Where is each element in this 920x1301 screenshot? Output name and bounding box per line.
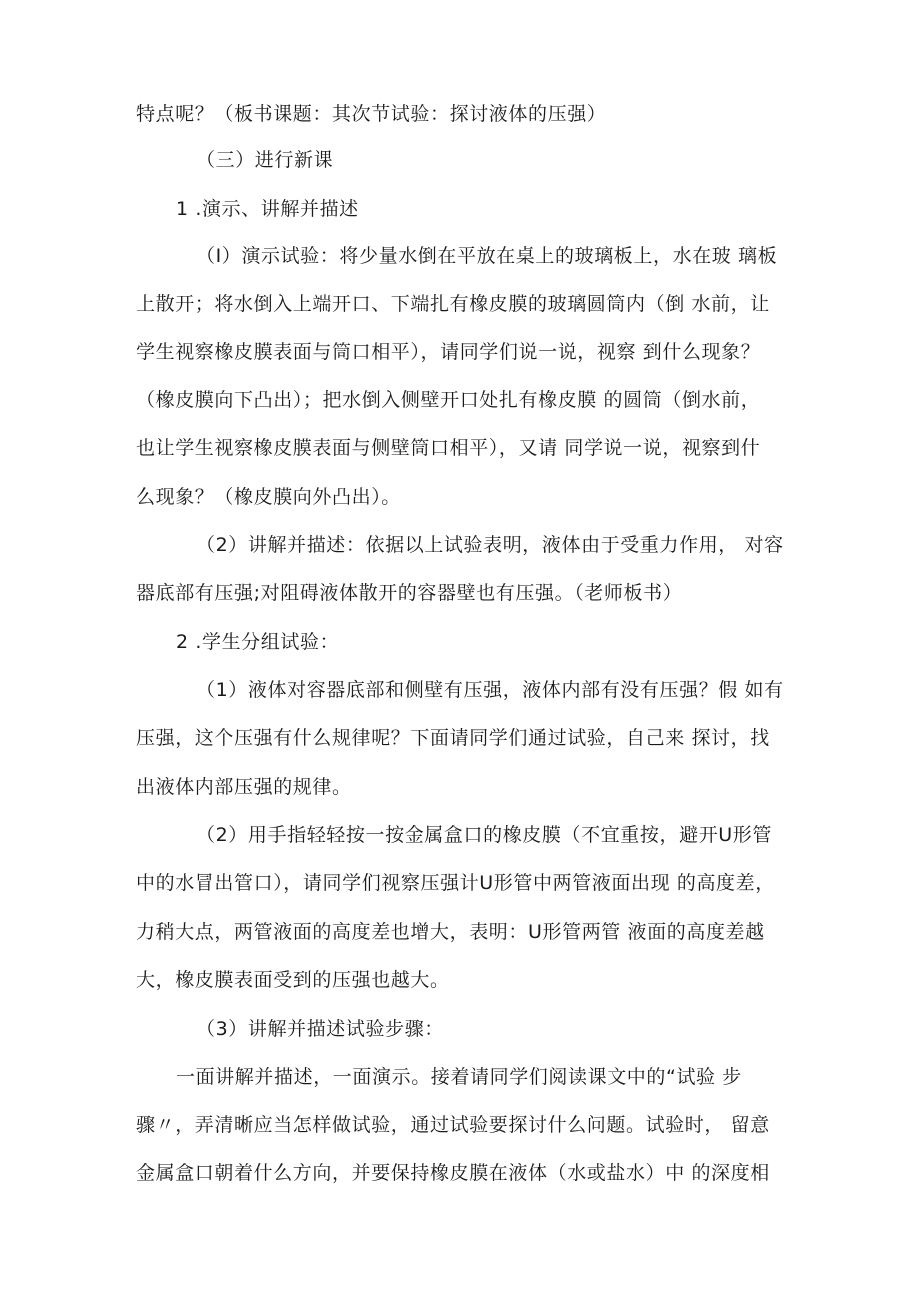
- text-line: （3）讲解并描述试验步骤：: [196, 1018, 444, 1040]
- text-line: 中的水冒出管口），请同学们视察压强计U形管中两管液面出现 的高度差，: [136, 872, 775, 894]
- text-line: 力稍大点，两管液面的高度差也增大，表明：U形管两管 液面的高度差越: [136, 921, 765, 943]
- text-line: 也让学生视察橡皮膜表面与侧壁筒口相平），又请 同学说一说，视察到什: [136, 437, 761, 459]
- text-line: 学生视察橡皮膜表面与筒口相平），请同学们说一说，视察 到什么现象？: [136, 341, 761, 363]
- text-line: （橡皮膜向下凸出）；把水倒入侧壁开口处扎有橡皮膜 的圆筒（倒水前，: [136, 389, 761, 411]
- text-line: 一面讲解并描述，一面演示。接着请同学们阅读课文中的“试验 步: [176, 1066, 742, 1088]
- text-line: 压强，这个压强有什么规律呢？下面请同学们通过试验，自己来 探讨，找: [136, 727, 770, 749]
- section-heading: （三）进行新课: [196, 149, 334, 171]
- text-line: 器底部有压强;对阻碍液体散开的容器壁也有压强。（老师板书）: [136, 582, 683, 604]
- text-line: 么现象？（橡皮膜向外凸出）。: [136, 486, 401, 508]
- subsection-heading: 2 .学生分组试验：: [176, 631, 340, 653]
- text-line: （2）用手指轻轻按一按金属盒口的橡皮膜（不宜重按，避开U形管: [196, 824, 772, 846]
- text-line: 特点呢？（板书课题：其次节试验：探讨液体的压强）: [136, 103, 607, 125]
- text-line: 大，橡皮膜表面受到的压强也越大。: [136, 969, 450, 991]
- text-line: （I）演示试验：将少量水倒在平放在桌上的玻璃板上，水在玻 璃板: [196, 245, 778, 267]
- text-line: （1）液体对容器底部和侧壁有压强，液体内部有没有压强？假 如有: [196, 679, 784, 701]
- subsection-heading: 1 .演示、讲解并描述: [176, 198, 359, 220]
- text-line: 出液体内部压强的规律。: [136, 776, 352, 798]
- text-line: （2）讲解并描述：依据以上试验表明，液体由于受重力作用， 对容: [196, 534, 784, 556]
- text-line: 骤〃，弄清晰应当怎样做试验，通过试验要探讨什么问题。试验时， 留意: [136, 1114, 770, 1136]
- text-line: 金属盒口朝着什么方向，并要保持橡皮膜在液体（水或盐水）中 的深度相: [136, 1162, 770, 1184]
- text-line: 上散开；将水倒入上端开口、下端扎有橡皮膜的玻璃圆筒内（倒 水前，让: [136, 293, 770, 315]
